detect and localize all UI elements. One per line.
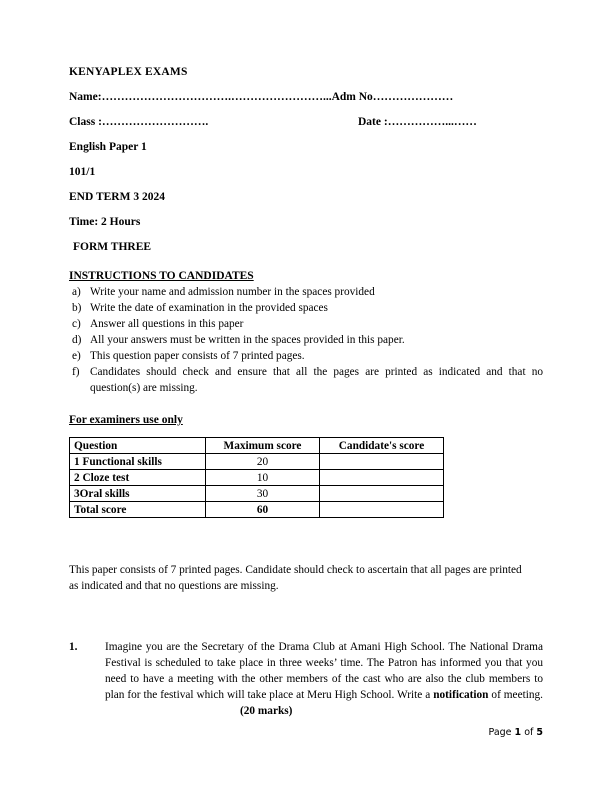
- adm-no-field-label: Adm No…………………: [331, 91, 454, 103]
- printed-pages-notice: This paper consists of 7 printed pages. Candidate should check to ascertain that all pages are printed as indicated and that no questions are missing.: [69, 564, 522, 593]
- cell-candidate-score[interactable]: [320, 486, 444, 502]
- cell-total-candidate-score[interactable]: [320, 502, 444, 518]
- exam-duration-line: Time: 2 Hours: [69, 216, 141, 228]
- exam-title: KENYAPLEX EXAMS: [69, 66, 188, 78]
- date-field-label: Date :……………...……: [358, 116, 477, 128]
- cell-total-maximum-score: 60: [206, 502, 320, 518]
- table-row: [70, 454, 444, 470]
- instructions-list: [69, 285, 543, 397]
- cell-maximum-score: 10: [206, 470, 320, 486]
- instruction-text: Candidates should check and ensure that all the pages are printed as indicated and that no question(s) are missing.: [90, 366, 543, 394]
- instruction-item: [69, 365, 543, 396]
- page-footer: [0, 727, 543, 738]
- cell-question: 1 Functional skills: [70, 454, 206, 470]
- question-1-body: [105, 639, 543, 719]
- instruction-marker: b): [72, 302, 82, 315]
- instructions-heading: INSTRUCTIONS TO CANDIDATES: [69, 270, 254, 282]
- footer-current-page: 1: [514, 727, 522, 738]
- instruction-marker: d): [72, 334, 82, 347]
- instruction-item: [69, 333, 543, 349]
- class-field-label: Class :……………………….: [69, 116, 209, 128]
- instruction-marker: e): [72, 350, 81, 363]
- column-header-candidate-score: Candidate's score: [320, 438, 444, 454]
- examiners-score-table: [69, 437, 444, 518]
- cell-candidate-score[interactable]: [320, 470, 444, 486]
- column-header-question: Question: [70, 438, 206, 454]
- exam-term-line: END TERM 3 2024: [69, 191, 165, 203]
- cell-total-label: Total score: [70, 502, 206, 518]
- footer-page-prefix: Page: [488, 727, 515, 738]
- footer-total-pages: 5: [536, 727, 543, 738]
- instruction-item: [69, 285, 543, 301]
- instruction-marker: f): [72, 366, 80, 379]
- question-1-text-part-2: of meeting.: [488, 688, 543, 701]
- cell-maximum-score: 30: [206, 486, 320, 502]
- table-header-row: [70, 438, 444, 454]
- name-adm-field-line: [69, 91, 543, 103]
- instruction-item: [69, 317, 543, 333]
- instruction-text: This question paper consists of 7 printed pages.: [90, 350, 305, 363]
- name-field-label: Name:…………………………….……………………...: [69, 91, 332, 103]
- column-header-maximum-score: Maximum score: [206, 438, 320, 454]
- cell-question: 2 Cloze test: [70, 470, 206, 486]
- question-1-text-part-1: Imagine you are the Secretary of the Drama Club at Amani High School. The National Drama Festival is scheduled to take place in three weeks’ time. The Patron has informed you that you need to have a meeting with the other members of the cast who are also the club members to plan for the festival which will take place at Meru High School. Write a: [105, 640, 543, 701]
- examiners-use-only-heading: For examiners use only: [69, 414, 183, 427]
- instruction-marker: c): [72, 318, 81, 331]
- exam-form-line: FORM THREE: [73, 241, 152, 253]
- cell-candidate-score[interactable]: [320, 454, 444, 470]
- instruction-marker: a): [72, 286, 81, 298]
- cell-question: 3Oral skills: [70, 486, 206, 502]
- question-1-emphasis: notification: [433, 688, 489, 701]
- question-1-number: 1.: [69, 640, 78, 653]
- subject-paper-line: English Paper 1: [69, 141, 147, 153]
- instruction-item: [69, 301, 543, 317]
- instruction-item: [69, 349, 543, 365]
- instruction-text: All your answers must be written in the spaces provided in this paper.: [90, 334, 405, 347]
- instruction-text: Write the date of examination in the provided spaces: [90, 302, 328, 315]
- question-1-block: [69, 639, 543, 719]
- table-row: [70, 486, 444, 502]
- class-date-field-line: [69, 116, 543, 128]
- instruction-text: Write your name and admission number in the spaces provided: [90, 286, 375, 298]
- cell-maximum-score: 20: [206, 454, 320, 470]
- table-row-total: [70, 502, 444, 518]
- instruction-text: Answer all questions in this paper: [90, 318, 244, 331]
- footer-page-middle: of: [521, 727, 537, 738]
- page-content: [69, 66, 543, 719]
- question-1-marks: (20 marks): [240, 704, 293, 717]
- paper-code-line: 101/1: [69, 166, 96, 178]
- table-row: [70, 470, 444, 486]
